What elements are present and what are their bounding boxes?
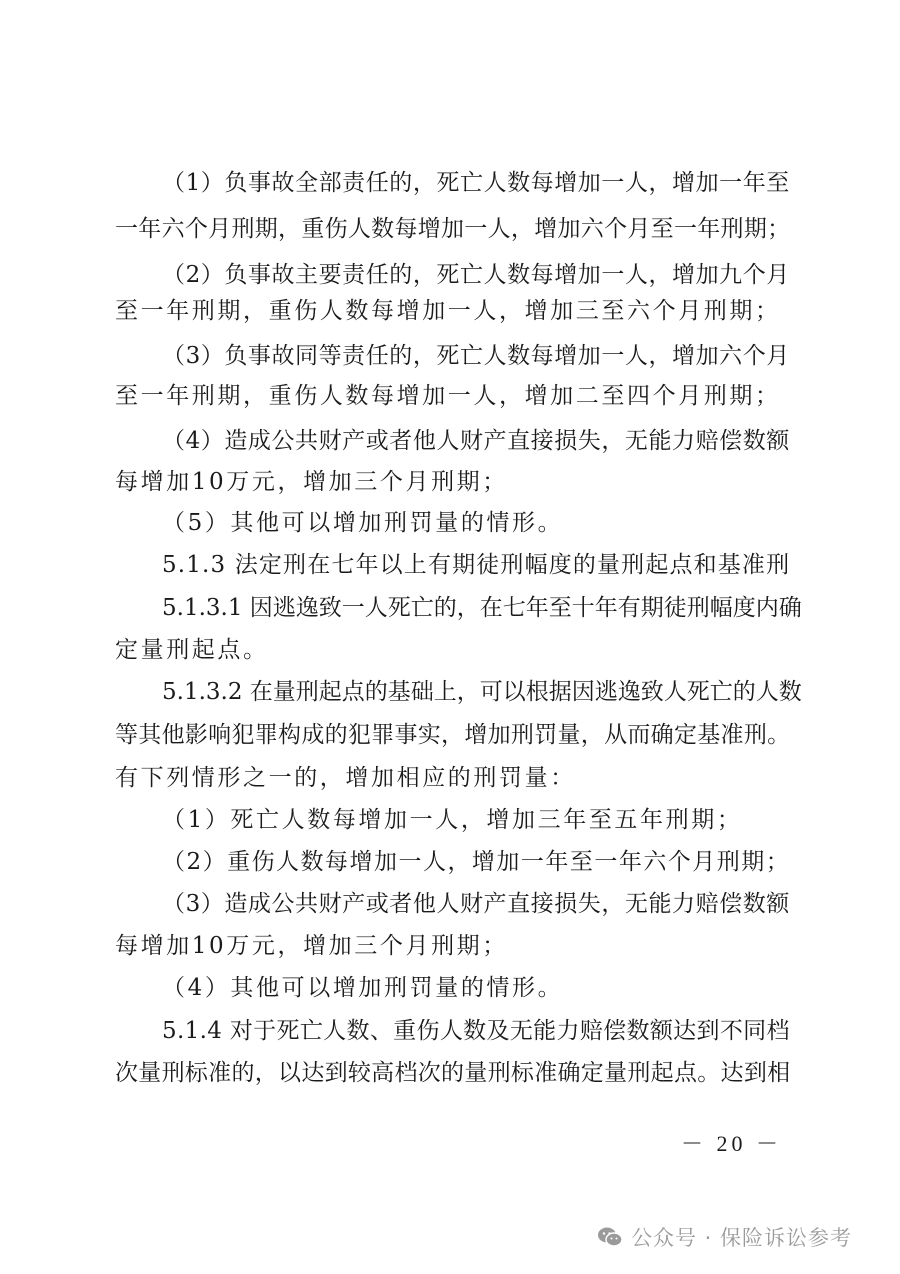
text-line: 有下列情形之一的，增加相应的刑罚量： (115, 765, 576, 791)
section-heading: 5.1.3 法定刑在七年以上有期徒刑幅度的量刑起点和基准刑 (162, 552, 791, 578)
text-line: （3）负事故同等责任的，死亡人数每增加一人，增加六个月 (162, 343, 790, 369)
text-line: 每增加10万元，增加三个月刑期； (115, 469, 508, 495)
text-line: （1）死亡人数每增加一人，增加三年至五年刑期； (162, 807, 743, 833)
text-line: 一年六个月刑期，重伤人数每增加一人，增加六个月至一年刑期； (115, 216, 791, 242)
text-line: 每增加10万元，增加三个月刑期； (115, 933, 508, 959)
text-line: （2）负事故主要责任的，死亡人数每增加一人，增加九个月 (162, 262, 790, 288)
text-line: 至一年刑期，重伤人数每增加一人，增加三至六个月刑期； (115, 298, 781, 324)
page-number: － 20 － (680, 1131, 782, 1156)
text-line: 定量刑起点。 (115, 637, 269, 663)
text-line: （3）造成公共财产或者他人财产直接损失，无能力赔偿数额 (162, 891, 790, 917)
watermark-text: 公众号 · 保险诉讼参考 (631, 1226, 853, 1250)
watermark (597, 1220, 852, 1254)
text-line: 次量刑标准的，以达到较高档次的量刑标准确定量刑起点。达到相 (115, 1060, 791, 1086)
text-line: 5.1.3.1 因逃逸致一人死亡的，在七年至十年有期徒刑幅度内确 (162, 595, 802, 621)
text-line: 等其他影响犯罪构成的犯罪事实，增加刑罚量，从而确定基准刑。 (115, 722, 791, 748)
text-line: （5）其他可以增加刑罚量的情形。 (162, 510, 564, 536)
text-line: （4）其他可以增加刑罚量的情形。 (162, 975, 564, 1001)
text-line: 5.1.3.2 在量刑起点的基础上，可以根据因逃逸致人死亡的人数 (162, 679, 802, 705)
text-line: （1）负事故全部责任的，死亡人数每增加一人，增加一年至 (162, 170, 790, 196)
text-line: （2）重伤人数每增加一人，增加一年至一年六个月刑期； (162, 849, 791, 875)
text-line: （4）造成公共财产或者他人财产直接损失，无能力赔偿数额 (162, 428, 790, 454)
section-heading: 5.1.4 对于死亡人数、重伤人数及无能力赔偿数额达到不同档 (162, 1018, 790, 1044)
wechat-icon (597, 1226, 623, 1248)
text-line: 至一年刑期，重伤人数每增加一人，增加二至四个月刑期； (115, 383, 781, 409)
